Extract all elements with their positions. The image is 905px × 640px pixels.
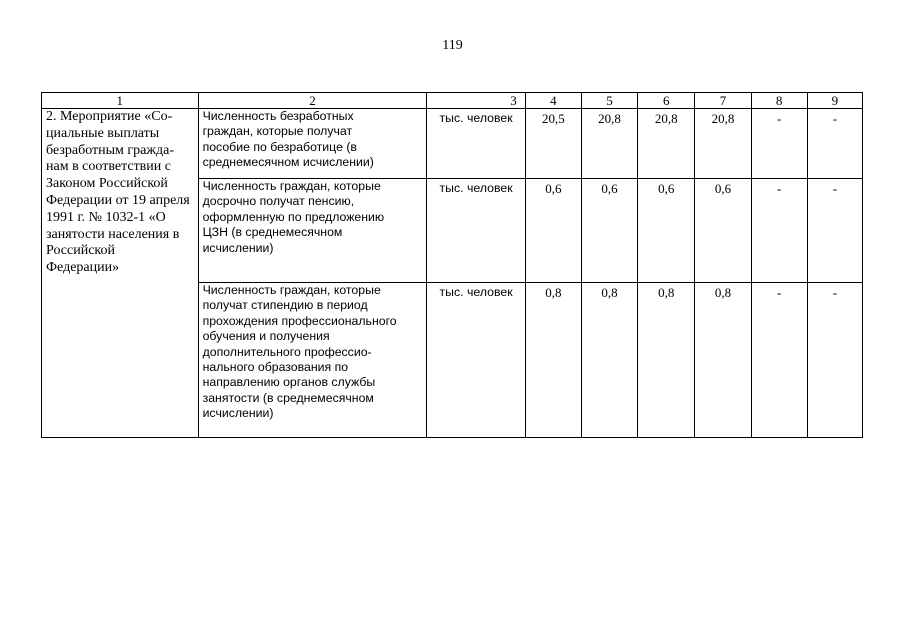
value-cell: 20,8 — [638, 109, 695, 179]
indicator-line: среднемесячном исчислении) — [202, 155, 374, 170]
value-cell: - — [807, 283, 862, 438]
unit-cell: тыс. человек — [427, 179, 525, 283]
measure-line: Федерации» — [46, 260, 120, 276]
value-cell: 0,6 — [638, 179, 695, 283]
indicator-line: Численность безработных — [202, 109, 354, 123]
indicator-line: получат стипендию в период — [202, 298, 368, 313]
header-cell: 2 — [198, 93, 427, 109]
indicator-line: занятости (в среднемесячном — [202, 390, 374, 405]
measure-cell — [42, 109, 199, 438]
measure-line: 2. Мероприятие «Со- — [46, 109, 173, 124]
value-cell: - — [807, 109, 862, 179]
value-cell: - — [751, 109, 807, 179]
header-cell: 5 — [581, 93, 637, 109]
measure-line: Российской — [46, 243, 115, 259]
value-cell: 0,8 — [581, 283, 637, 438]
indicator-cell — [198, 179, 427, 283]
indicator-line: исчислении) — [202, 406, 274, 421]
indicator-cell — [198, 283, 427, 438]
value-cell: 0,6 — [581, 179, 637, 283]
table-row — [42, 109, 863, 179]
value-cell: 20,8 — [581, 109, 637, 179]
value-cell: 0,8 — [695, 283, 751, 438]
measure-line: занятости населения в — [46, 226, 180, 242]
value-cell: 0,6 — [695, 179, 751, 283]
indicator-line: дополнительного профессио- — [202, 344, 372, 359]
measure-line: нам в соответствии с — [46, 159, 171, 175]
indicator-line: прохождения профессионального — [202, 313, 397, 328]
value-cell: - — [751, 283, 807, 438]
header-cell: 8 — [751, 93, 807, 109]
page-number: 119 — [442, 38, 463, 53]
value-cell: 0,8 — [638, 283, 695, 438]
measure-line: Федерации от 19 апреля — [46, 192, 190, 208]
header-cell: 6 — [638, 93, 695, 109]
unit-cell: тыс. человек — [427, 283, 525, 438]
indicators-table — [41, 92, 863, 438]
value-cell: 20,5 — [525, 109, 581, 179]
header-cell: 3 — [427, 93, 525, 109]
value-cell: 0,8 — [525, 283, 581, 438]
indicator-line: ЦЗН (в среднемесячном — [202, 225, 343, 240]
header-cell: 7 — [695, 93, 751, 109]
indicator-line: обучения и получения — [202, 329, 330, 344]
indicator-line: Численность граждан, которые — [202, 179, 381, 193]
indicator-line: оформленную по предложению — [202, 209, 385, 224]
unit-cell: тыс. человек — [427, 109, 525, 179]
value-cell: - — [807, 179, 862, 283]
indicator-line: досрочно получат пенсию, — [202, 194, 355, 209]
table-header-row — [42, 93, 863, 109]
value-cell: 0,6 — [525, 179, 581, 283]
header-cell: 1 — [42, 93, 199, 109]
measure-line: Законом Российской — [46, 176, 168, 192]
indicator-line: пособие по безработице (в — [202, 139, 357, 154]
measure-line: 1991 г. № 1032-1 «О — [46, 209, 166, 225]
indicator-cell — [198, 109, 427, 179]
measure-line: циальные выплаты — [46, 125, 160, 141]
indicator-line: Численность граждан, которые — [202, 283, 381, 297]
value-cell: 20,8 — [695, 109, 751, 179]
indicator-line: граждан, которые получат — [202, 124, 353, 139]
value-cell: - — [751, 179, 807, 283]
indicator-line: исчислении) — [202, 240, 274, 255]
indicator-line: нального образования по — [202, 360, 349, 375]
indicator-line: направлению органов службы — [202, 375, 376, 390]
header-cell: 9 — [807, 93, 862, 109]
header-cell: 4 — [525, 93, 581, 109]
measure-line: безработным гражда- — [46, 142, 175, 158]
